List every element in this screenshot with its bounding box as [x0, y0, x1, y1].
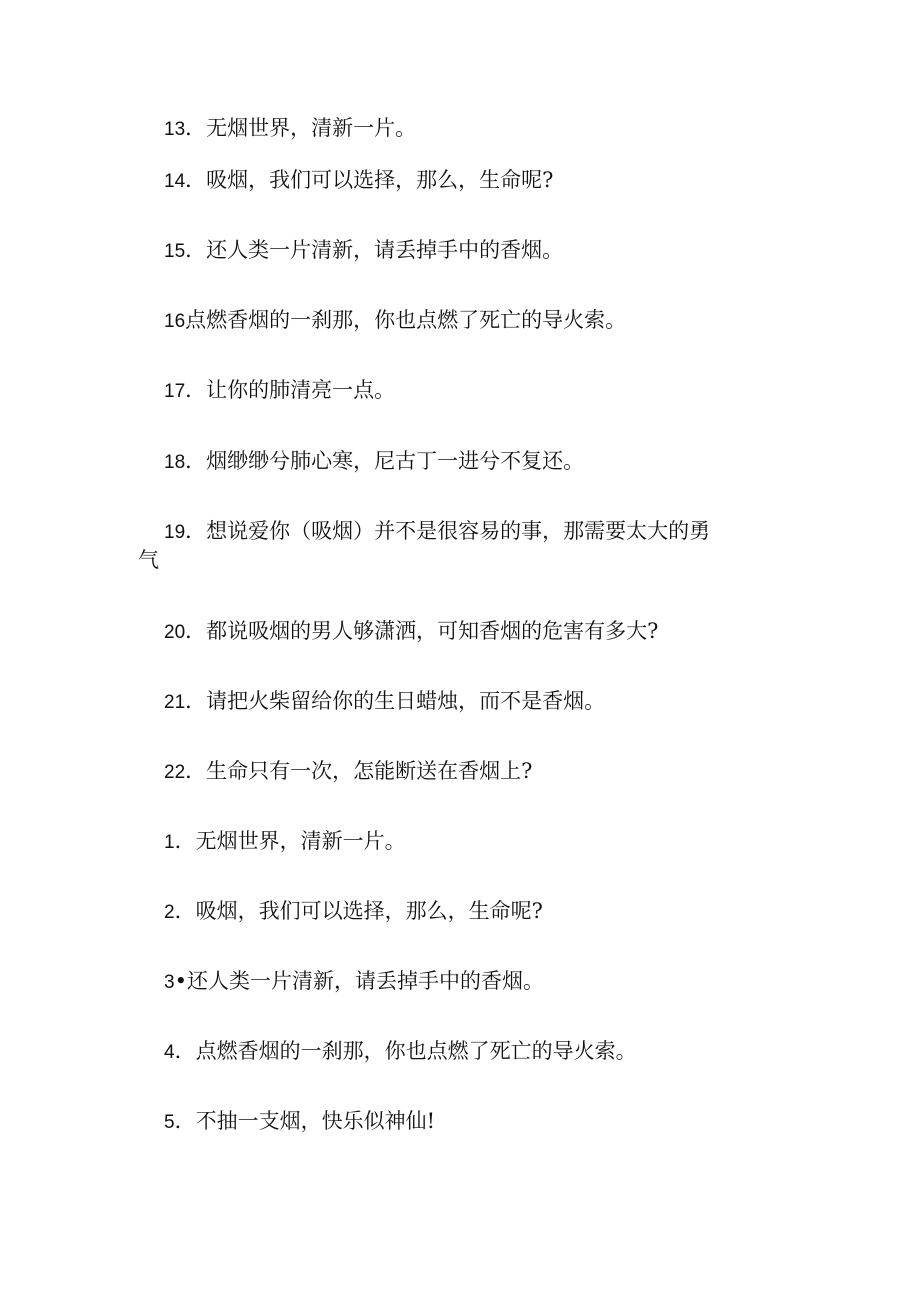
item-text: ．让你的肺清亮一点。: [185, 378, 396, 402]
item-number: 14: [164, 171, 186, 192]
list-item: [164, 449, 784, 475]
item-text: ．还人类一片清新，请丢掉手中的香烟。: [185, 238, 564, 262]
list-item: [164, 899, 784, 925]
item-text: ．吸烟，我们可以选择，那么，生命呢?: [185, 168, 554, 192]
item-text: ．想说爱你（吸烟）并不是很容易的事，那需要太大的勇: [185, 519, 711, 543]
list-item: [164, 829, 784, 855]
item-text: ．请把火柴留给你的生日蜡烛，而不是香烟。: [185, 689, 606, 713]
item-text: •还人类一片清新，请丢掉手中的香烟。: [174, 969, 544, 993]
item-text: ．吸烟，我们可以选择，那么，生命呢?: [174, 899, 543, 923]
list-item-continuation: 气: [138, 548, 159, 572]
item-number: 21: [164, 692, 186, 713]
item-text: ．生命只有一次，怎能断送在香烟上?: [185, 759, 533, 783]
list-item: [164, 378, 784, 404]
item-text: ．都说吸烟的男人够潇洒，可知香烟的危害有多大?: [185, 619, 659, 643]
list-item: [164, 308, 784, 334]
item-number: 22: [164, 762, 186, 783]
item-number: 16: [164, 311, 186, 332]
item-number: 3: [164, 972, 175, 993]
list-item: [164, 759, 784, 785]
item-number: 15: [164, 241, 186, 262]
item-text: ．无烟世界，清新一片。: [174, 829, 406, 853]
item-text: 点燃香烟的一刹那，你也点燃了死亡的导火索。: [185, 308, 627, 332]
list-item: [164, 168, 784, 194]
list-item: [164, 969, 784, 995]
list-item: [164, 619, 784, 645]
item-text: ．烟缈缈兮肺心寒，尼古丁一进兮不复还。: [185, 449, 585, 473]
list-item: [164, 238, 784, 264]
item-text: ．无烟世界，清新一片。: [185, 116, 417, 140]
item-number: 20: [164, 622, 186, 643]
list-item: [164, 519, 784, 545]
list-item: [164, 1109, 784, 1135]
list-item: [164, 689, 784, 715]
item-number: 17: [164, 381, 186, 402]
item-text: ．不抽一支烟，快乐似神仙!: [174, 1109, 436, 1133]
item-number: 4: [164, 1042, 175, 1063]
item-number: 2: [164, 902, 175, 923]
item-number: 1: [164, 832, 175, 853]
list-item: [164, 116, 784, 142]
item-number: 5: [164, 1112, 175, 1133]
item-number: 13: [164, 119, 186, 140]
list-item: [164, 1039, 784, 1065]
item-number: 18: [164, 452, 186, 473]
item-text: ．点燃香烟的一刹那，你也点燃了死亡的导火索。: [174, 1039, 637, 1063]
item-number: 19: [164, 522, 186, 543]
